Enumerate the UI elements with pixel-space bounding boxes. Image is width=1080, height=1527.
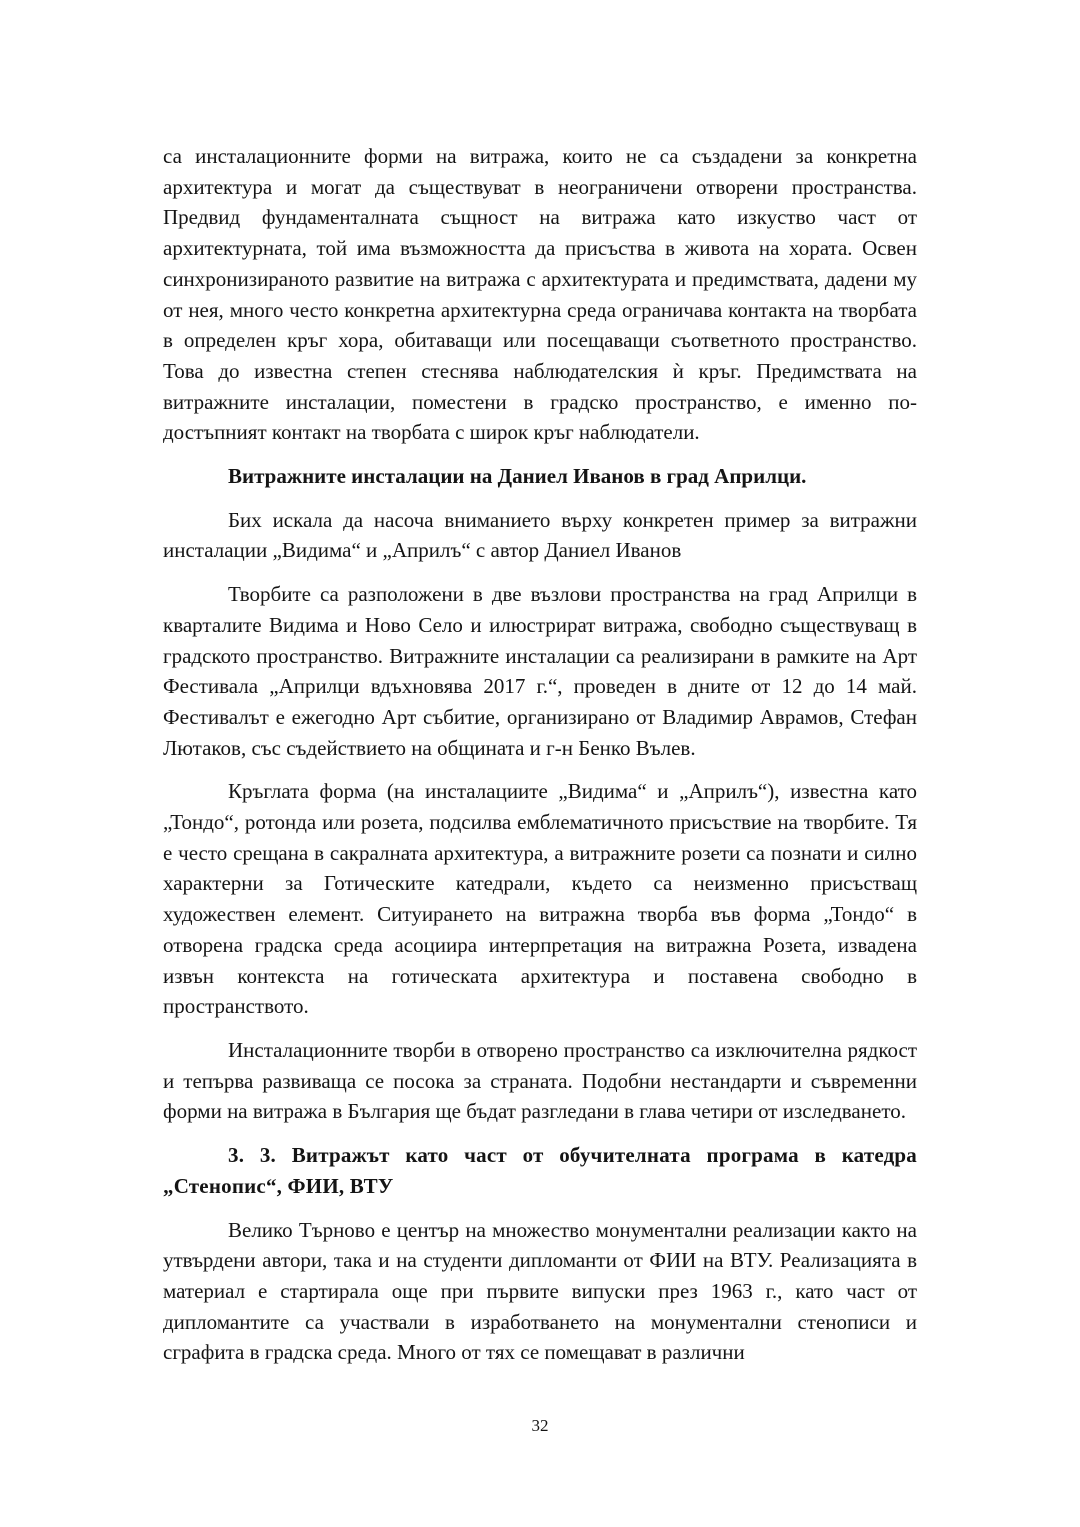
paragraph-locations: Творбите са разположени в две възлови пространства на град Априлци в кварталите Видима и Ново Село и илюстрират витража, свободно съществуващ в градското пространство. Витражните инсталации са реализирани в рамките на Арт Фестивала „Априлци вдъхновява 2017 г.“, проведен в дните от 12 до 14 май. Фестивалът е ежегодно Арт събитие, организирано от Владимир Аврамов, Стефан Лютаков, със съдействието на общината и г-н Бенко Вълев. (163, 582, 917, 760)
section-heading-aprilci: Витражните инсталации на Даниел Иванов в град Априлци. (228, 464, 807, 489)
paragraph-intro-example: Бих искала да насоча вниманието върху конкретен пример за витражни инсталации „Видима“ и „Априлъ“ с автор Даниел Иванов (163, 507, 917, 563)
section-heading-3-3: 3. 3. Витражът като част от обучителната програма в катедра „Стенопис“, ФИИ, ВТУ (163, 1143, 917, 1198)
paragraph-continuation: са инсталационните форми на витража, които не са създадени за конкретна архитектура и могат да съществуват в неограничени отворени пространства. Предвид фундаменталната същност на витража като изкуство част от архитектурната, той има възможността да присъства в живота на хората. Освен синхронизираното развитие на витража с архитектурата и предимствата, дадени му от нея, много често конкретна архитектурна среда ограничава контакта на творбата в определен кръг хора, обитаващи или посещаващи съответното пространство. Това до известна степен стеснява наблюдателския ѝ кръг. Предимствата на витражните инсталации, поместени в градско пространство, е именно по-достъпният контакт на творбата с широк кръг наблюдатели. (163, 144, 917, 445)
paragraph-veliko-tarnovo: Велико Търново е център на множество монументални реализации както на утвърдени автори, така и на студенти дипломанти от ФИИ на ВТУ. Реализацията в материал е стартирала още при първите випуски през 1963 г., като част от дипломантите са участвали в изработването на монументални стенописи и сграфита в градска среда. Много от тях се помещават в различни (163, 1217, 917, 1365)
page-number: 32 (531, 1416, 549, 1435)
paragraph-tondo-form: Кръглата форма (на инсталациите „Видима“ и „Априлъ“), известна като „Тондо“, ротонда или розета, подсилва емблематичното присъствие на творбите. Тя е често срещана в сакралната архитектура, а витражните розети са познати и силно характерни за Готическите катедрали, където са неизменно присъстващ художествен елемент. Ситуирането на витражна творба във форма „Тондо“ в отворена градска среда асоциира интерпретация на витражна Розета, извадена извън контекста на готическата архитектура и поставена свободно в пространството. (163, 779, 917, 1019)
paragraph-installations: Инсталационните творби в отворено пространство са изключителна рядкост и тепърва развиваща се посока за страната. Подобни нестандарти и съвременни форми на витража в България ще бъдат разгледани в глава четири от изследването. (163, 1037, 917, 1124)
page-body (163, 141, 917, 1368)
